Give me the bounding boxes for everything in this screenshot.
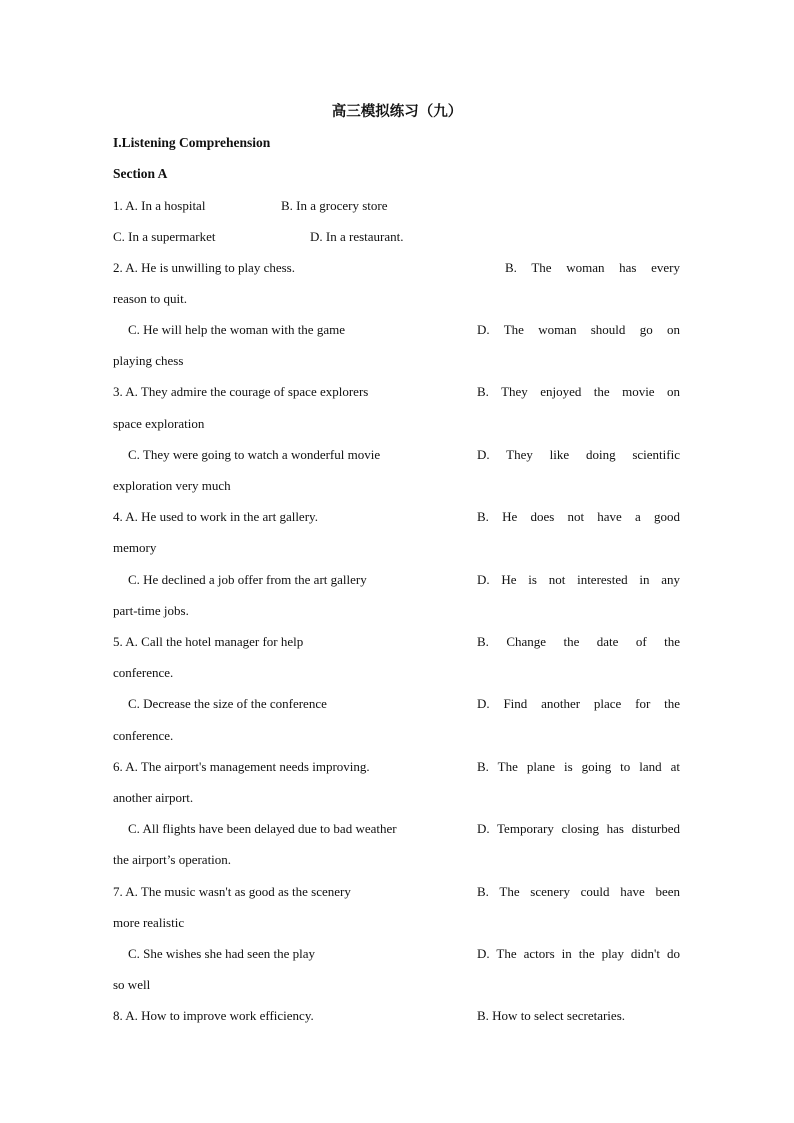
q7-option-d: D. The actors in the play didn't do: [477, 946, 680, 961]
q5-option-d: D. Find another place for the: [477, 696, 680, 711]
q2-option-d-continued: playing chess: [113, 353, 184, 368]
q6-option-b-continued: another airport.: [113, 790, 194, 805]
q3-option-d: D. They like doing scientific: [477, 447, 680, 462]
q2-option-d: D. The woman should go on: [477, 322, 680, 337]
q7-option-d-continued: so well: [113, 977, 151, 992]
q4-option-d-continued: part-time jobs.: [113, 603, 189, 618]
part-heading: I.Listening Comprehension: [113, 135, 271, 150]
q4-option-a: 4. A. He used to work in the art gallery.: [113, 509, 318, 524]
q6-option-d-continued: the airport’s operation.: [113, 852, 232, 867]
q3-option-b: B. They enjoyed the movie on: [477, 384, 680, 399]
q3-option-c: C. They were going to watch a wonderful movie: [128, 447, 381, 462]
q4-option-b-continued: memory: [113, 540, 157, 555]
q8-option-a: 8. A. How to improve work efficiency.: [113, 1008, 314, 1023]
q2-option-b: B. The woman has every: [505, 260, 680, 275]
q8-option-b: B. How to select secretaries.: [477, 1008, 626, 1023]
q7-option-b: B. The scenery could have been: [477, 884, 680, 899]
q7-option-c: C. She wishes she had seen the play: [128, 946, 316, 961]
q3-option-b-continued: space exploration: [113, 416, 205, 431]
q7-option-b-continued: more realistic: [113, 915, 185, 930]
q6-option-d: D. Temporary closing has disturbed: [477, 821, 680, 836]
q5-option-d-continued: conference.: [113, 728, 174, 743]
q3-option-d-continued: exploration very much: [113, 478, 231, 493]
q2-option-b-continued: reason to quit.: [113, 291, 188, 306]
q4-option-b: B. He does not have a good: [477, 509, 680, 524]
q6-option-a: 6. A. The airport's management needs improving.: [113, 759, 370, 774]
q3-option-a: 3. A. They admire the courage of space explorers: [113, 384, 369, 399]
q2-option-c: C. He will help the woman with the game: [128, 322, 345, 337]
q1-option-b: B. In a grocery store: [281, 198, 388, 213]
page-title: 高三模拟练习（九）: [331, 104, 463, 120]
q5-option-b: B. Change the date of the: [477, 634, 680, 649]
q1-option-d: D. In a restaurant.: [310, 229, 404, 244]
q6-option-b: B. The plane is going to land at: [477, 759, 680, 774]
q1-option-c: C. In a supermarket: [113, 229, 216, 244]
q5-option-a: 5. A. Call the hotel manager for help: [113, 634, 304, 649]
q1-option-a: 1. A. In a hospital: [113, 198, 206, 213]
q4-option-c: C. He declined a job offer from the art gallery: [128, 572, 367, 587]
q4-option-d: D. He is not interested in any: [477, 572, 680, 587]
q7-option-a: 7. A. The music wasn't as good as the scenery: [113, 884, 351, 899]
q5-option-b-continued: conference.: [113, 665, 174, 680]
q2-option-a: 2. A. He is unwilling to play chess.: [113, 260, 295, 275]
section-heading: Section A: [113, 166, 168, 181]
q5-option-c: C. Decrease the size of the conference: [128, 696, 327, 711]
q6-option-c: C. All flights have been delayed due to bad weather: [128, 821, 397, 836]
